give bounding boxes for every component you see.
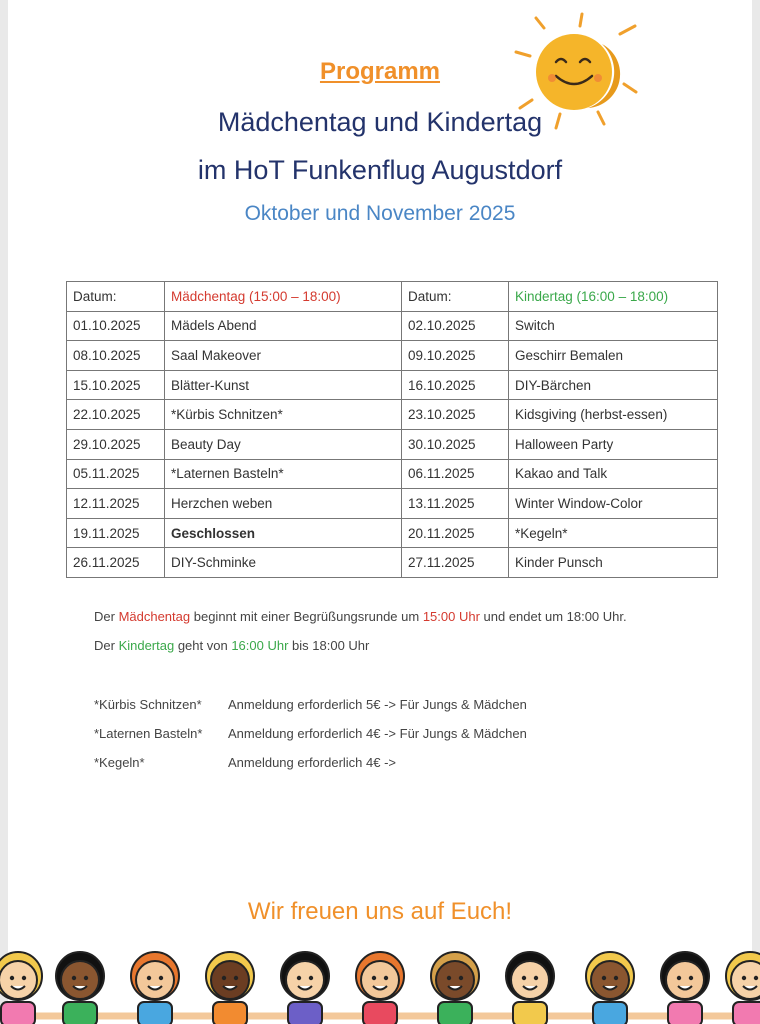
info-highlight-girls-day: Mädchentag (118, 609, 191, 624)
event-cell: DIY-Schminke (165, 548, 402, 578)
event-cell-closed: Geschlossen (165, 518, 402, 548)
event-cell: Winter Window-Color (509, 489, 718, 519)
date-cell: 12.11.2025 (67, 489, 165, 519)
schedule-table (66, 281, 718, 578)
table-row (67, 370, 718, 400)
date-cell: 27.11.2025 (402, 548, 509, 578)
note-name: *Laternen Basteln* (94, 726, 203, 741)
header-girls-day: Mädchentag (15:00 – 18:00) (165, 282, 402, 312)
table-row (67, 518, 718, 548)
table-row (67, 429, 718, 459)
date-cell: 26.11.2025 (67, 548, 165, 578)
child-figure (0, 952, 42, 1024)
event-cell: *Kürbis Schnitzen* (165, 400, 402, 430)
note-item (94, 726, 527, 741)
page-title-line-1: Mädchentag und Kindertag (217, 107, 543, 137)
date-cell: 30.10.2025 (402, 429, 509, 459)
event-cell: DIY-Bärchen (509, 370, 718, 400)
info-text: und endet um 18:00 Uhr. (479, 609, 627, 624)
note-item (94, 697, 527, 712)
event-cell: Beauty Day (165, 429, 402, 459)
event-cell: Switch (509, 311, 718, 341)
child-figure (431, 952, 479, 1024)
date-cell: 13.11.2025 (402, 489, 509, 519)
info-highlight-kids-day: Kindertag (118, 638, 175, 653)
child-figure (506, 952, 554, 1024)
info-text: bis 18:00 Uhr (288, 638, 370, 653)
child-figure (661, 952, 709, 1024)
event-cell: Mädels Abend (165, 311, 402, 341)
note-item (94, 755, 397, 770)
date-cell: 15.10.2025 (67, 370, 165, 400)
table-header-row (67, 282, 718, 312)
event-cell: Geschirr Bemalen (509, 341, 718, 371)
info-text: Der (94, 609, 119, 624)
closing-message: Wir freuen uns auf Euch! (247, 898, 513, 925)
info-text: beginnt mit einer Begrüßungsrunde um (190, 609, 423, 624)
table-row (67, 459, 718, 489)
header-date-1: Datum: (67, 282, 165, 312)
table-row (67, 400, 718, 430)
date-cell: 19.11.2025 (67, 518, 165, 548)
child-figure (356, 952, 404, 1024)
child-figure (56, 952, 104, 1024)
info-text: geht von (174, 638, 232, 653)
table-row (67, 341, 718, 371)
event-cell: Saal Makeover (165, 341, 402, 371)
info-line-girls-day (94, 609, 627, 624)
program-label: Programm (319, 58, 441, 85)
info-text: Der (94, 638, 119, 653)
note-name: *Kegeln* (94, 755, 145, 770)
table-row (67, 548, 718, 578)
event-cell: Kakao and Talk (509, 459, 718, 489)
event-cell: Herzchen weben (165, 489, 402, 519)
date-cell: 16.10.2025 (402, 370, 509, 400)
event-cell: Kidsgiving (herbst-essen) (509, 400, 718, 430)
header-kids-day: Kindertag (16:00 – 18:00) (509, 282, 718, 312)
page-title-line-2: im HoT Funkenflug Augustdorf (197, 155, 563, 185)
info-highlight-time: 16:00 Uhr (231, 638, 289, 653)
date-cell: 01.10.2025 (67, 311, 165, 341)
info-line-kids-day (94, 638, 369, 653)
header-date-2: Datum: (402, 282, 509, 312)
note-text: Anmeldung erforderlich 5€ -> Für Jungs & Mädchen (228, 697, 527, 712)
event-cell: *Kegeln* (509, 518, 718, 548)
event-cell: Halloween Party (509, 429, 718, 459)
note-text: Anmeldung erforderlich 4€ -> (228, 755, 397, 770)
child-figure (281, 952, 329, 1024)
event-cell: *Laternen Basteln* (165, 459, 402, 489)
page-subtitle: Oktober und November 2025 (244, 202, 516, 225)
date-cell: 22.10.2025 (67, 400, 165, 430)
child-figure (206, 952, 254, 1024)
date-cell: 23.10.2025 (402, 400, 509, 430)
note-text: Anmeldung erforderlich 4€ -> Für Jungs & Mädchen (228, 726, 527, 741)
table-row (67, 489, 718, 519)
child-figure (586, 952, 634, 1024)
date-cell: 29.10.2025 (67, 429, 165, 459)
event-cell: Blätter-Kunst (165, 370, 402, 400)
event-cell: Kinder Punsch (509, 548, 718, 578)
date-cell: 06.11.2025 (402, 459, 509, 489)
date-cell: 20.11.2025 (402, 518, 509, 548)
date-cell: 02.10.2025 (402, 311, 509, 341)
children-holding-hands-icon (0, 940, 760, 1024)
table-row (67, 311, 718, 341)
note-name: *Kürbis Schnitzen* (94, 697, 202, 712)
info-highlight-time: 15:00 Uhr (422, 609, 480, 624)
date-cell: 05.11.2025 (67, 459, 165, 489)
date-cell: 09.10.2025 (402, 341, 509, 371)
date-cell: 08.10.2025 (67, 341, 165, 371)
child-figure (131, 952, 179, 1024)
